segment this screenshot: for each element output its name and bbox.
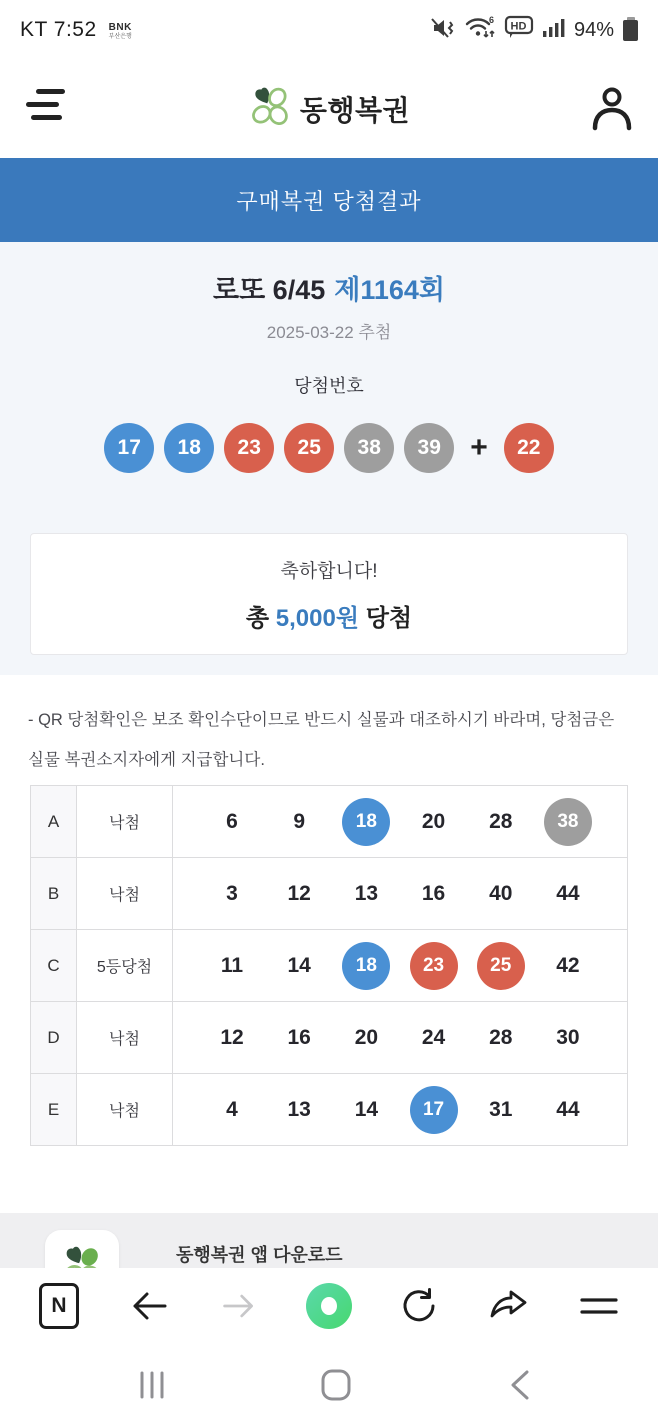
forward-button[interactable]	[216, 1281, 262, 1331]
ticket-section	[0, 675, 658, 1146]
congrats-card	[30, 533, 628, 655]
carrier-time-label: KT 7:52	[20, 18, 97, 41]
prize-line: 총 5,000원 당첨	[245, 604, 413, 632]
ticket-number-16: 16	[287, 1025, 311, 1049]
ticket-number-20: 20	[354, 1025, 379, 1049]
status-bar-left	[20, 18, 132, 42]
lotto-ball-25: 25	[284, 423, 334, 473]
android-nav-bar	[0, 1344, 658, 1425]
clover-logo-icon	[248, 85, 292, 134]
battery-icon	[623, 20, 638, 41]
matched-number-18	[339, 942, 393, 990]
matched-number-23	[407, 942, 461, 990]
ticket-number-44: 44	[556, 1097, 580, 1121]
ticket-number-24: 24	[421, 1025, 446, 1049]
lotto-ball-17: 17	[410, 1086, 458, 1134]
lotto-ball-18: 18	[342, 942, 390, 990]
lotto-ball-23: 23	[410, 942, 458, 990]
vibrate-mute-icon	[430, 16, 456, 45]
ticket-number-11: 11	[220, 953, 244, 977]
android-back-button[interactable]	[500, 1363, 540, 1407]
app-download-text: 동행복권 앱 다운로드	[176, 1245, 343, 1265]
ticket-row-label: E	[31, 1074, 77, 1146]
ticket-number-13: 13	[287, 1097, 311, 1121]
ticket-number-4: 4	[226, 1097, 238, 1121]
lotto-ball-23: 23	[224, 423, 274, 473]
browser-toolbar	[0, 1268, 658, 1344]
profile-button[interactable]	[590, 86, 634, 134]
ticket-row-D	[31, 1002, 628, 1074]
ticket-table-body	[31, 786, 628, 1146]
refresh-button[interactable]	[396, 1281, 442, 1331]
lotto-ball-22: 22	[504, 423, 554, 473]
lotto-ball-38: 38	[344, 423, 394, 473]
browser-menu-button[interactable]	[576, 1281, 622, 1331]
lotto-ball-38: 38	[544, 798, 592, 846]
draw-date: 2025-03-22 추첨	[266, 323, 392, 342]
matched-number-38	[541, 798, 595, 846]
ticket-row-E	[31, 1074, 628, 1146]
matched-number-17	[407, 1086, 461, 1134]
prize-amount: 5,000원	[275, 604, 360, 632]
ticket-number-14: 14	[354, 1097, 379, 1121]
ticket-number-42: 42	[556, 953, 580, 977]
lotto-ball-18: 18	[342, 798, 390, 846]
ticket-row-label: D	[31, 1002, 77, 1074]
winning-numbers-label: 당첨번호	[294, 376, 364, 396]
ticket-row-numbers	[173, 1002, 628, 1074]
ticket-number-13: 13	[354, 881, 379, 905]
banner-title: 구매복권 당첨결과	[236, 188, 422, 214]
ticket-number-44: 44	[556, 881, 580, 905]
congrats-message: 축하합니다!	[280, 560, 378, 582]
naver-home-button[interactable]	[36, 1281, 82, 1331]
ticket-row-label: C	[31, 930, 77, 1002]
recent-apps-button[interactable]	[132, 1363, 172, 1407]
matched-number-18	[339, 798, 393, 846]
ticket-row-status: 낙첨	[77, 1074, 173, 1146]
bonus-plus-sign: +	[470, 431, 488, 464]
lotto-ball-39: 39	[404, 423, 454, 473]
ticket-number-40: 40	[489, 881, 513, 905]
ticket-row-status: 낙첨	[77, 786, 173, 858]
battery-percent-label: 94%	[573, 18, 614, 41]
ticket-number-3: 3	[226, 881, 238, 905]
result-section	[0, 242, 658, 675]
ticket-row-label: B	[31, 858, 77, 930]
share-button[interactable]	[486, 1281, 532, 1331]
ticket-number-31: 31	[489, 1097, 513, 1121]
greendot-icon	[306, 1283, 352, 1329]
signal-strength-icon	[542, 17, 566, 44]
ticket-number-12: 12	[220, 1025, 244, 1049]
lotto-ball-25: 25	[477, 942, 525, 990]
status-bar-right	[430, 15, 638, 46]
lotto-ball-18: 18	[164, 423, 214, 473]
winning-numbers-row	[0, 423, 658, 473]
brand-logo-text: 동행복권	[299, 95, 411, 126]
ticket-row-A	[31, 786, 628, 858]
svg-text:6: 6	[488, 14, 494, 25]
ticket-number-12: 12	[287, 881, 311, 905]
ticket-row-status: 낙첨	[77, 858, 173, 930]
purchase-result-banner	[0, 158, 658, 242]
bank-notification-logo: BNK 부산은행	[108, 21, 132, 40]
lotto-ball-17: 17	[104, 423, 154, 473]
round-number: 제1164회	[334, 275, 445, 305]
back-button[interactable]	[126, 1281, 172, 1331]
ticket-number-28: 28	[489, 1025, 513, 1049]
svg-text:HD: HD	[510, 20, 527, 33]
ticket-row-numbers	[173, 858, 628, 930]
ticket-number-9: 9	[293, 809, 306, 833]
qr-notice-text: - QR 당첨확인은 보조 확인수단이므로 반드시 실물과 대조하시기 바라며, 당첨금은 실물 복권소지자에게 지급합니다.	[28, 711, 615, 769]
home-button[interactable]	[316, 1363, 356, 1407]
ticket-row-numbers	[173, 930, 628, 1002]
ticket-number-6: 6	[226, 809, 238, 833]
matched-number-25	[474, 942, 528, 990]
greendot-button[interactable]	[306, 1281, 352, 1331]
ticket-number-20: 20	[421, 809, 446, 833]
wifi6-icon	[464, 15, 496, 46]
ticket-number-14: 14	[287, 953, 311, 977]
ticket-row-numbers	[173, 786, 628, 858]
ticket-row-status: 낙첨	[77, 1002, 173, 1074]
ticket-row-numbers	[173, 1074, 628, 1146]
ticket-number-16: 16	[421, 881, 446, 905]
game-name: 로또 6/45	[213, 275, 326, 305]
naver-logo-icon: N	[39, 1283, 79, 1329]
ticket-row-label: A	[31, 786, 77, 858]
ticket-number-30: 30	[556, 1025, 580, 1049]
brand-logo	[0, 60, 658, 158]
app-header	[0, 60, 658, 158]
ticket-row-status: 5등당첨	[77, 930, 173, 1002]
hd-voice-icon	[504, 15, 534, 45]
ticket-table	[30, 785, 628, 1146]
ticket-number-28: 28	[489, 809, 513, 833]
result-title	[0, 268, 658, 307]
ticket-row-B	[31, 858, 628, 930]
ticket-row-C	[31, 930, 628, 1002]
status-bar	[0, 0, 658, 60]
